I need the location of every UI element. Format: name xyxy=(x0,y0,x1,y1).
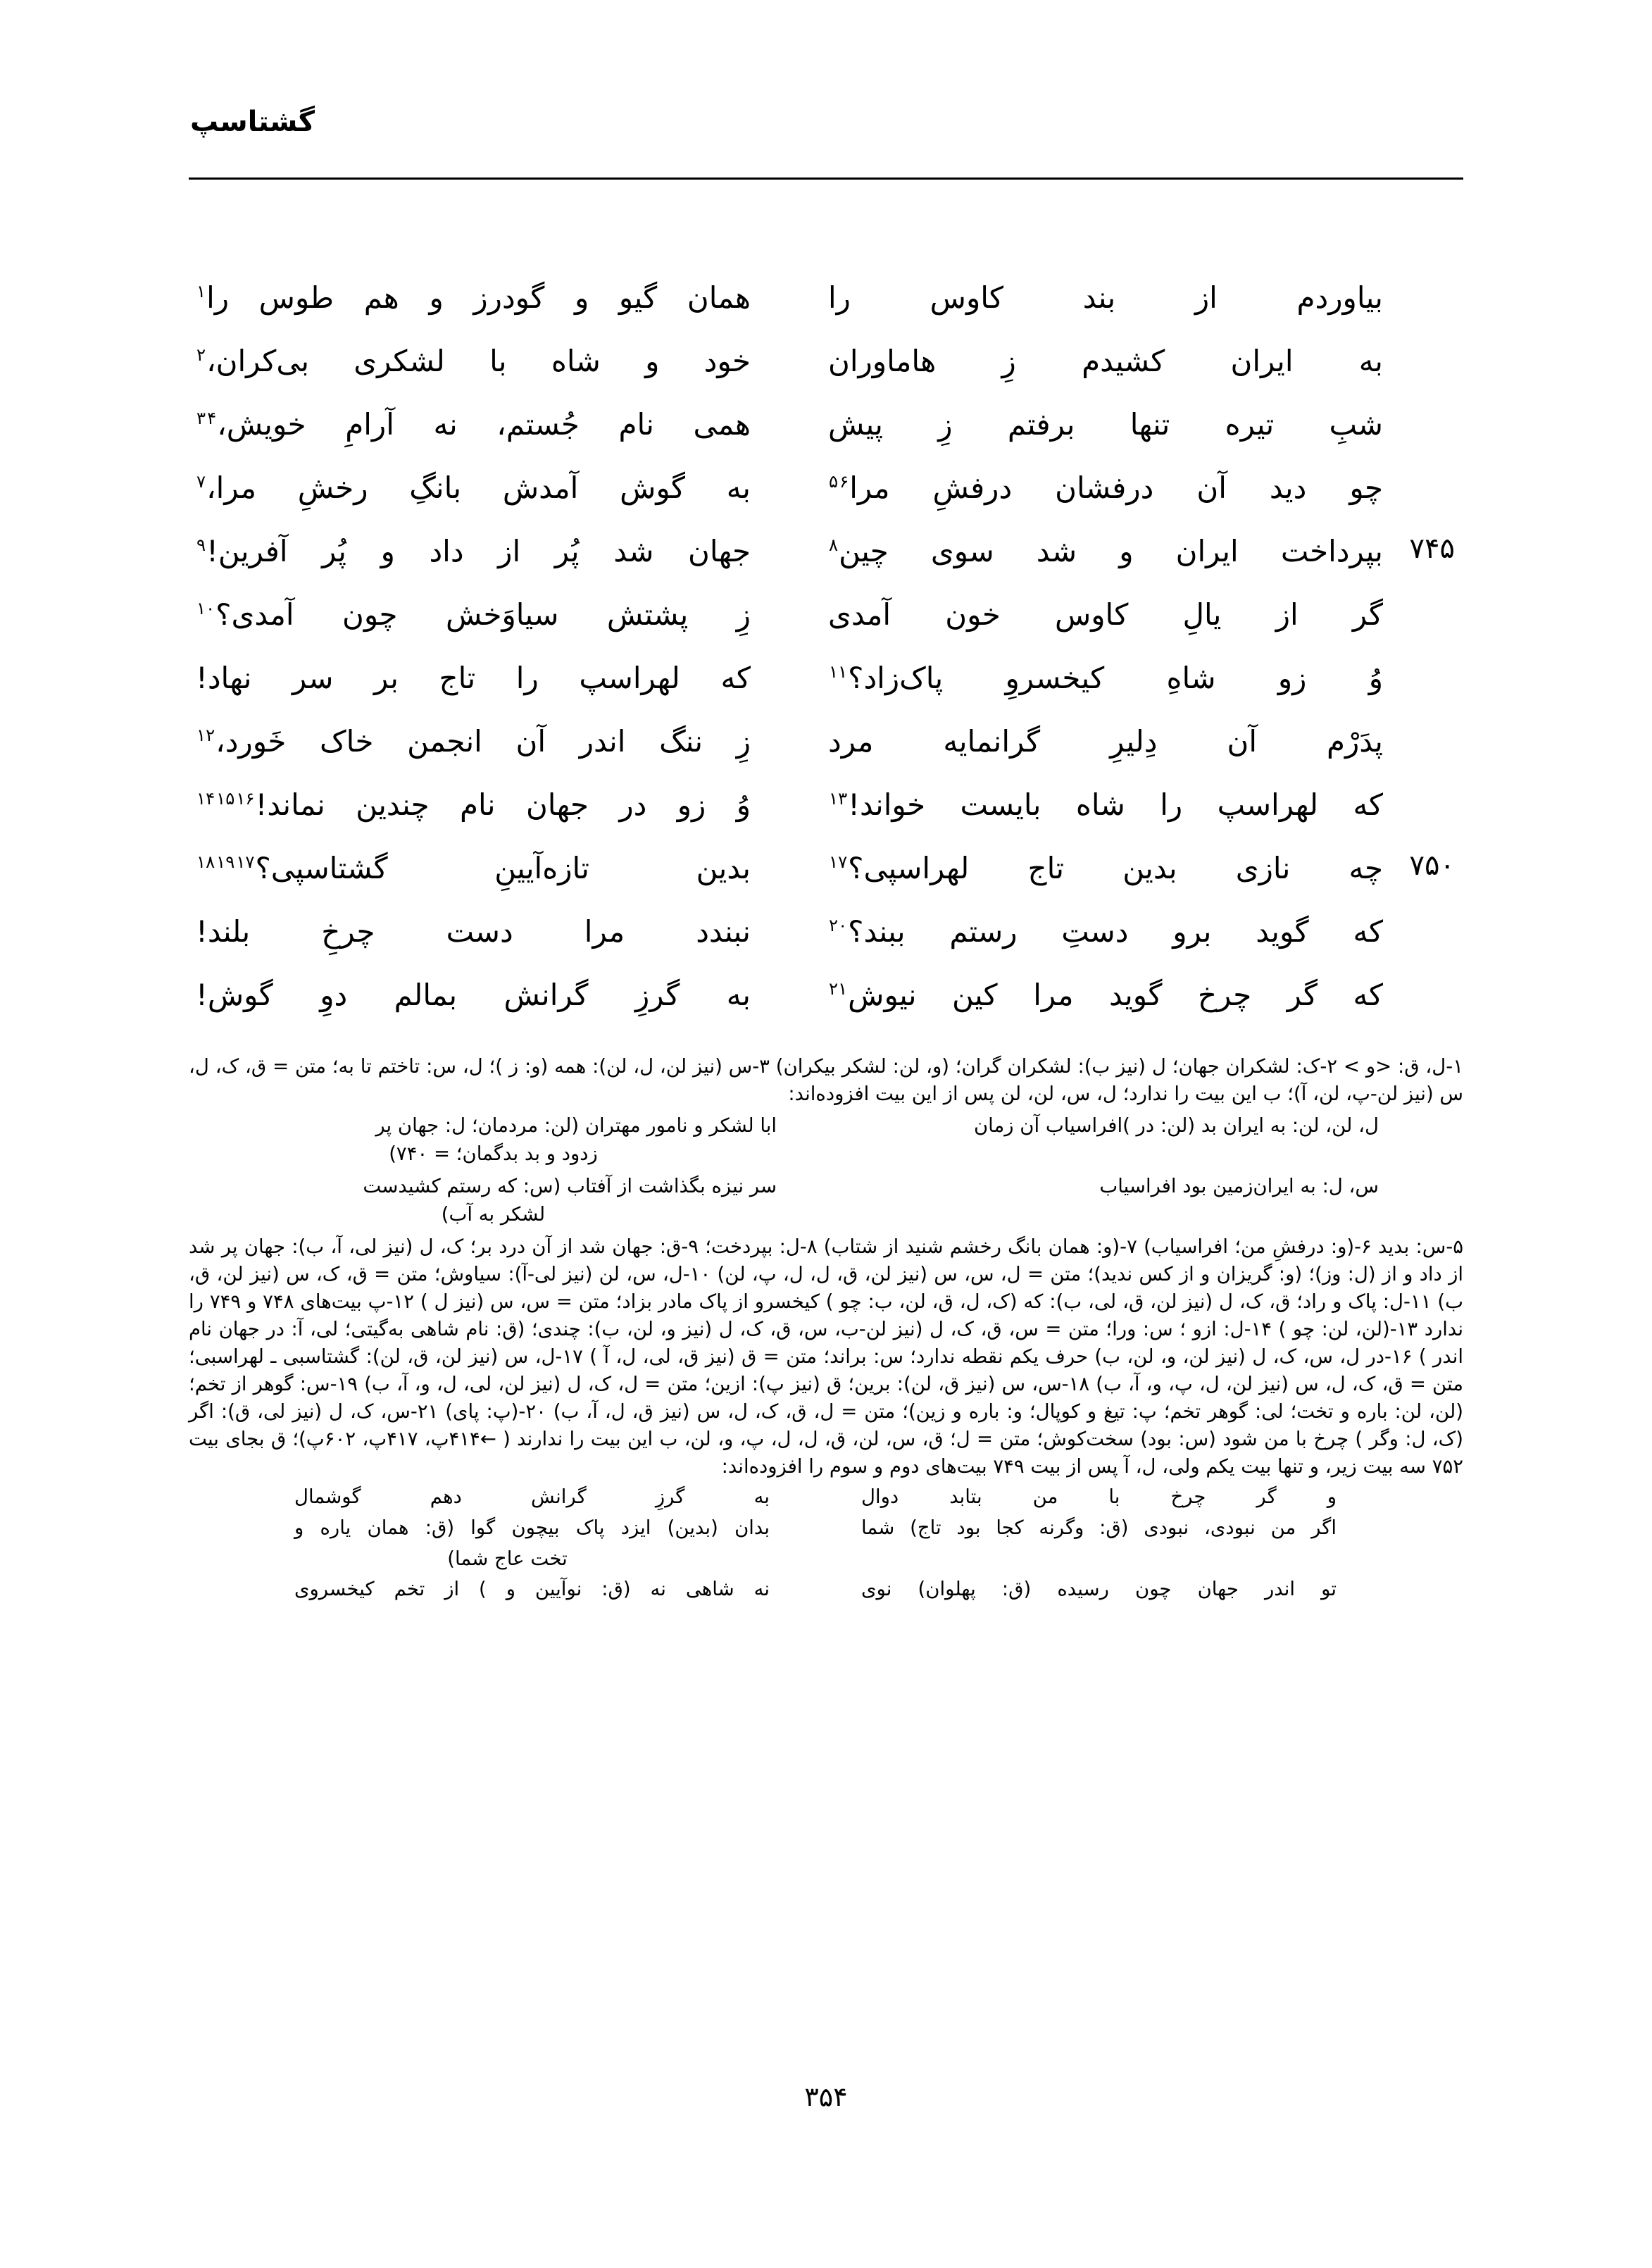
hemistich-right xyxy=(779,528,1386,574)
verse-line xyxy=(189,718,1463,772)
apparatus-paragraph: ۵-س: بدید ۶-(و: درفشِ من؛ افراسیاب) ۷-(و: همان بانگ رخشم شنید از شتاب) ۸-ل: بپردخت؛ ۹-ق: جهان شد از آن درد بر؛ ک، ل (نیز لی، آ، ب): جهان پر شد از داد و از (ل: وز)؛ (و: گریزان و از کس ندید)؛ متن = ل، س، س (نیز لن، ق، ل، ل، پ، لن) ۱۰-ل، س، لن (نیز لی-آ): سیاوش؛ متن = ق، ک، س (نیز لن، ق، ب) ۱۱-ل: پاک و راد؛ ق، ک، ل (نیز لن، ق، لی، ب): که (ک، ل، ق، لن، ب: چو ) کیخسرو از پاک مادر بزاد؛ متن = س، س (نیز ل ) ۱۲-پ بیت‌های ۷۴۸ و ۷۴۹ را ندارد ۱۳-(لن، لن: چو ) ۱۴-ل: ازو ؛ س: ورا؛ متن = س، ق، ک، ل (نیز لن-ب، س، ق، ک، ل (نیز و، لن، ب): چندی؛ (ق: نام شاهی به‌گیتی؛ لی، آ: در جهان نام اندر ) ۱۶-در ل، س، ک، ل (نیز لن، و، لن، ب) حرف یکم نقطه ندارد؛ س: براند؛ متن = ق (نیز ق، لی، ل، آ ) ۱۷-ل، س (نیز لن، ق، لن): گشتاسبی ـ لهراسبی؛ متن = ق، ک، ل، س (نیز لن، ل، پ، و، آ، ب) ۱۸-س، س (نیز ق، لن): برین؛ ق (نیز پ): ازین؛ متن = ل، ک، ل (نیز لن، لی، ل، و، آ، ب) ۱۹-س: گوهر از تخم؛ (لن، لن: باره و تخت؛ لی: گوهر تخم؛ پ: تیغ و کوپال؛ و: باره و زین)؛ متن = ل، ق، ک، ل، س (نیز ق، ل، آ، ب) ۲۰-(پ: پای) ۲۱-س، ک، ل (نیز لی، ق): اگر (ک، ل: وگر ) چرخ با من شود (س: بود) سخت‌کوش؛ متن = ل؛ ق، س، لن، ق، ل، ل، پ، و، لن، ب این بیت را ندارند ( ←۴۱۴پ، ۴۱۷پ، ۶۰۲پ)؛ ق بجای بیت ۷۵۲ سه بیت زیر، و تنها بیت یکم ولی، ل، آ پس از بیت ۷۴۹ بیت‌های دوم و سوم را افزوده‌اند: xyxy=(189,1235,1464,1478)
footnote-marker: ۳ xyxy=(196,408,206,428)
footnote-marker: ۹ xyxy=(196,535,206,555)
hemistich-left-text: جهان شد پُر از داد و پُر آفرین!$^۹$ xyxy=(196,534,751,568)
verse-number: ۷۴۵ xyxy=(1409,532,1455,565)
inset-left-continuation: زدود و بد بدگمان؛ = ۷۴۰) xyxy=(389,1142,598,1165)
footnote-marker: ۱۸ xyxy=(196,852,215,872)
verse-number: ۷۵۰ xyxy=(1409,849,1455,882)
hemistich-left xyxy=(189,338,779,384)
apparatus-hemistich-right: و گر چرخ با من بتابد دوال xyxy=(861,1485,1337,1509)
hemistich-left xyxy=(189,909,779,954)
verse-number xyxy=(1386,592,1463,596)
hemistich-left xyxy=(189,592,779,637)
apparatus-hemistich-left: بدان (بدین) ایزد پاک بیچون گوا (ق: همان یاره و xyxy=(294,1516,770,1540)
hemistich-left xyxy=(189,655,779,701)
hemistich-right-text: که گر چرخ گوید مرا کین نیوش$^{۲۱}$ xyxy=(829,978,1383,1012)
footnote-marker: ۱۹ xyxy=(216,852,235,872)
verse-number xyxy=(1386,338,1463,342)
hemistich-right xyxy=(779,845,1386,891)
running-head-text: گشتاسپ xyxy=(190,106,315,138)
verse-number xyxy=(1386,909,1463,913)
inset-left-hemistich xyxy=(210,1112,784,1169)
apparatus-verse-line xyxy=(189,1514,1463,1543)
hemistich-left xyxy=(189,972,779,1018)
footnote-marker: ۸ xyxy=(829,535,839,555)
hemistich-right-text: گر از یالِ کاوس خون آمدی xyxy=(828,597,1383,632)
apparatus-hemistich-left: به گرزِ گرانش دهم گوشمال xyxy=(294,1485,770,1509)
hemistich-left xyxy=(189,275,779,320)
footnote-marker: ۱۱ xyxy=(829,661,848,682)
running-head xyxy=(190,106,1462,138)
inset-left-text: سر نیزه بگذاشت از آفتاب (س: که رستم کشیدست xyxy=(363,1174,777,1197)
apparatus-hemistich-right: تو اندر جهان چون رسیده (ق: پهلوان) نوی xyxy=(861,1577,1337,1600)
hemistich-right-text: چو دید آن درفشان درفشِ مرا$^{۵۶}$ xyxy=(829,471,1383,505)
hemistich-right-text: که لهراسپ را شاه بایست خواند!$^{۱۳}$ xyxy=(829,787,1383,822)
footnote-marker: ۲ xyxy=(196,344,206,365)
hemistich-right xyxy=(779,401,1386,447)
hemistich-right xyxy=(779,782,1386,828)
apparatus-hemistich-right: اگر من نبودی، نبودی (ق: وگرنه کجا بود تاج) شما xyxy=(861,1516,1337,1540)
verse-number xyxy=(1386,401,1463,406)
verse-block xyxy=(189,275,1463,1035)
hemistich-left-text: همان گیو و گودرز و هم طوس را$^۱$ xyxy=(196,280,751,315)
apparatus-verse-line xyxy=(189,1575,1463,1604)
footnote-marker: ۱۷ xyxy=(236,852,255,872)
apparatus-left-continuation: تخت عاج شما) xyxy=(447,1547,568,1570)
verse-line xyxy=(189,655,1463,709)
verse-line xyxy=(189,972,1463,1026)
spacer xyxy=(826,1545,1463,1573)
hemistich-right-text: که گوید برو دستِ رستم ببند؟$^{۲۰}$ xyxy=(829,914,1383,949)
inset-left-hemistich xyxy=(210,1173,784,1229)
verse-number xyxy=(1386,465,1463,469)
hemistich-left-text: به گوش آمدش بانگِ رخشِ مرا،$^۷$ xyxy=(196,471,751,505)
inset-right-hemistich: ل، لن، لن: به ایران بد (لن: در )افراسیاب آن زمان xyxy=(973,1114,1379,1138)
hemistich-left xyxy=(189,718,779,764)
footnote-marker: ۲۰ xyxy=(829,915,848,935)
hemistich-right xyxy=(779,275,1386,320)
hemistich-right-text: چه نازی بدین تاج لهراسپی؟$^{۱۷}$ xyxy=(829,851,1383,885)
verse-line xyxy=(189,275,1463,328)
hemistich-right-text: بیاوردم از بند کاوس را xyxy=(828,280,1383,315)
footnote-marker: ۱۳ xyxy=(829,788,848,809)
hemistich-left xyxy=(189,782,779,828)
footnote-marker: ۵ xyxy=(829,471,839,492)
hemistich-left-text: نبندد مرا دست چرخِ بلند! xyxy=(196,914,751,949)
verse-number xyxy=(1386,718,1463,723)
hemistich-right xyxy=(779,972,1386,1018)
hemistich-right-text: به ایران کشیدم زِ هاماوران xyxy=(828,344,1383,378)
footnote-marker: ۲۱ xyxy=(829,978,848,999)
hemistich-right-text: پدَرْم آن دِلیرِ گرانمایه مرد xyxy=(828,724,1383,759)
verse-line xyxy=(189,592,1463,645)
verse-line xyxy=(189,465,1463,518)
apparatus-paragraph: ۱-ل، ق: <و > ۲-ک: لشکران جهان؛ ل (نیز ب): لشکران گران؛ (و، لن: لشکر بیکران) ۳-س (نیز لن، ل، لن): همه (و: ز )؛ ل، س: تاختم تا به؛ متن = ق، ک، ل، س (نیز لن-پ، لن، آ)؛ ب این بیت را ندارد؛ ل، س، لن، لن پس از این بیت افزوده‌اند: xyxy=(189,1055,1463,1106)
footnote-marker: ۱۴ xyxy=(196,788,215,809)
verse-number xyxy=(1386,655,1463,659)
hemistich-left xyxy=(189,465,779,511)
page-number: ۳۵۴ xyxy=(804,2081,848,2112)
header-rule xyxy=(189,177,1463,180)
hemistich-left-text: زِ ننگ اندر آن انجمن خاک خَورد،$^{۱۲}$ xyxy=(196,724,751,759)
verse-number xyxy=(1386,782,1463,786)
footnote-marker: ۷ xyxy=(196,471,206,492)
apparatus-verse-continuation-row xyxy=(189,1545,1463,1573)
hemistich-left-text: که لهراسپ را تاج بر سر نهاد! xyxy=(196,661,751,695)
hemistich-right-text: وُ زو شاهِ کیخسروِ پاک‌زاد؟$^{۱۱}$ xyxy=(829,661,1383,695)
hemistich-left-text: به گرزِ گرانش بمالم دوِ گوش! xyxy=(196,978,751,1012)
hemistich-right xyxy=(779,465,1386,511)
verse-line xyxy=(189,401,1463,455)
hemistich-left xyxy=(189,845,779,891)
verse-line xyxy=(189,528,1463,582)
hemistich-right-text: بپرداخت ایران و شد سوی چین$^۸$ xyxy=(829,534,1383,568)
verse-line xyxy=(189,909,1463,962)
verse-number xyxy=(1386,275,1463,279)
hemistich-left-text: وُ زو در جهان نام چندین نماند!$^{۱۴۱۵۱۶}$ xyxy=(196,787,751,822)
footnote-marker: ۶ xyxy=(839,471,849,492)
verse-line xyxy=(189,338,1463,392)
apparatus-inset-quote-2 xyxy=(189,1173,1463,1229)
hemistich-left xyxy=(189,528,779,574)
apparatus-hemistich-left: نه شاهی نه (ق: نوآیین و ) از تخم کیخسروی xyxy=(294,1577,770,1600)
verse-line xyxy=(189,782,1463,835)
hemistich-right xyxy=(779,718,1386,764)
inset-right-hemistich: س، ل: به ایران‌زمین بود افراسیاب xyxy=(1099,1174,1379,1197)
hemistich-right xyxy=(779,592,1386,637)
hemistich-left-text: زِ پشتش سیاوَخش چون آمدی؟$^{۱۰}$ xyxy=(196,597,751,632)
hemistich-left-text: بدین تازه‌آیینِ گشتاسپی؟$^{۱۸۱۹۱۷}$ xyxy=(196,851,751,885)
apparatus-verse-line xyxy=(189,1483,1463,1512)
apparatus-inset-quote-1 xyxy=(189,1112,1463,1169)
inset-left-continuation: لشکر به آب) xyxy=(441,1202,546,1226)
hemistich-right-text: شبِ تیره تنها برفتم زِ پیش xyxy=(828,407,1383,442)
inset-left-text: ابا لشکر و نامور مهتران (لن: مردمان؛ ل: جهان پر xyxy=(375,1114,777,1138)
hemistich-left-text: خود و شاه با لشکری بی‌کران،$^۲$ xyxy=(196,344,751,378)
verse-line xyxy=(189,845,1463,899)
footnote-marker: ۱ xyxy=(196,281,206,301)
hemistich-left xyxy=(189,401,779,447)
footnote-marker: ۴ xyxy=(207,408,217,428)
hemistich-right xyxy=(779,655,1386,701)
hemistich-right xyxy=(779,909,1386,954)
critical-apparatus xyxy=(189,1053,1463,1606)
verse-number xyxy=(1386,972,1463,976)
footnote-marker: ۱۵ xyxy=(216,788,235,809)
footnote-marker: ۱۷ xyxy=(829,852,848,872)
footnote-marker: ۱۶ xyxy=(236,788,255,809)
apparatus-bottom-verses xyxy=(189,1483,1463,1604)
hemistich-left-text: همی نام جُستم، نه آرامِ خویش،$^{۳۴}$ xyxy=(196,407,751,442)
hemistich-right xyxy=(779,338,1386,384)
footnote-marker: ۱۲ xyxy=(196,725,215,745)
footnote-marker: ۱۰ xyxy=(196,598,215,618)
